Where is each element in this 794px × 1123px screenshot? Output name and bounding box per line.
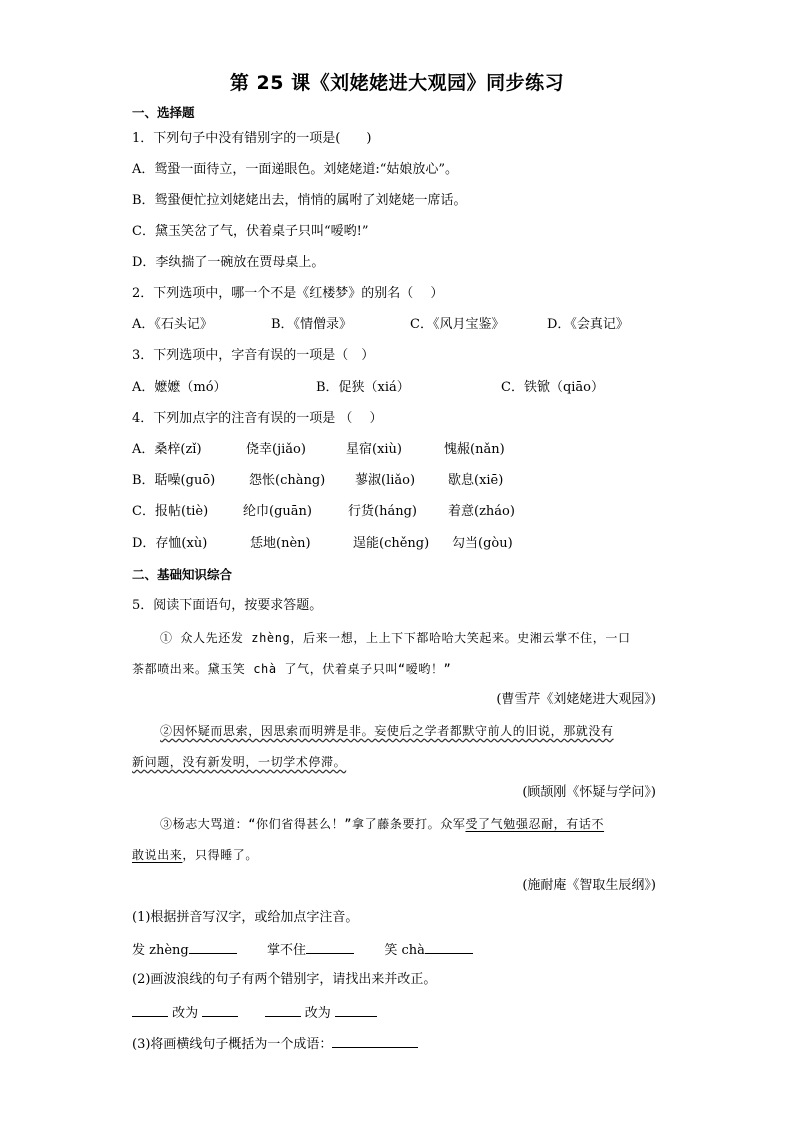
underlined-sentence-part-1: 受了气勉强忍耐，有话不 — [465, 817, 605, 831]
question-4-stem: 4．下列加点字的注音有误的一项是 （ ） — [132, 411, 383, 426]
passage-3-line-1 — [160, 815, 604, 833]
sub-question-3 — [132, 1034, 418, 1054]
sub-question-3-text: (3)将画横线句子概括为一个成语： — [132, 1037, 333, 1052]
passage-1-line-1: ① 众人先还发 zhèng，后来一想，上上下下都哈哈大笑起来。史湘云掌不住，一口 — [160, 631, 631, 645]
question-3-option-b: B．促狭（xiá） — [316, 380, 410, 395]
answer-blank-right-1[interactable] — [202, 1003, 238, 1017]
question-4-c-2: 纶巾(guān) — [243, 504, 312, 519]
answer-blank-zheng[interactable] — [189, 940, 237, 954]
question-1-option-a: A．鸳蛩一面待立，一面递眼色。刘姥姥道:“姑娘放心”。 — [132, 162, 459, 177]
blank-label-zhangbuzhu: 掌不住 — [267, 943, 307, 958]
passage-3-line-1-plain: ③杨志大骂道：“你们省得甚么！”拿了藤条要打。众军 — [160, 817, 466, 831]
answer-blank-zhang[interactable] — [306, 940, 354, 954]
question-4-d-4: 勾当(gòu) — [452, 536, 513, 551]
answer-blank-wrong-1[interactable] — [132, 1003, 168, 1017]
wavy-underlined-sentence-part-1: ②因怀疑而思索，因思索而明辨是非。妄使后之学者都默守前人的旧说，那就没有 — [160, 724, 614, 738]
question-4-d-1: D．存恤(xù) — [132, 536, 208, 551]
question-4-a-2: 侥幸(jiǎo) — [246, 442, 306, 457]
question-4-c-4: 着意(zháo) — [448, 504, 515, 519]
page-title: 第 25 课《刘姥姥进大观园》同步练习 — [229, 72, 565, 94]
question-2-stem: 2．下列选项中，哪一个不是《红楼梦》的别名（ ） — [132, 286, 444, 301]
question-2-option-b: B．《情僧录》 — [271, 317, 353, 332]
question-5-stem: 5．阅读下面语句，按要求答题。 — [132, 598, 323, 613]
question-4-c-3: 行货(háng) — [348, 504, 417, 519]
question-1-option-b: B．鸳蛩便忙拉刘姥姥出去，悄悄的属咐了刘姥姥一席话。 — [132, 193, 467, 208]
question-2-option-c: C．《风月宝鉴》 — [410, 317, 505, 332]
question-4-a-3: 星宿(xiù) — [346, 442, 403, 457]
passage-1-source: (曹雪芹《刘姥姥进大观园》) — [496, 692, 656, 707]
answer-blank-idiom[interactable] — [332, 1034, 418, 1048]
answer-blank-wrong-2[interactable] — [265, 1003, 301, 1017]
underlined-sentence-part-2: 敢说出来 — [132, 848, 183, 862]
sub-question-2: (2)画波浪线的句子有两个错别字，请找出来并改正。 — [132, 972, 437, 987]
question-1-option-c: C．黛玉笑岔了气，伏着桌子只叫“嗳哟!” — [132, 224, 369, 239]
question-1-stem: 1．下列句子中没有错别字的一项是( ) — [132, 131, 372, 146]
question-4-b-4: 歇息(xiē) — [448, 473, 504, 488]
section-choice-heading: 一、选择题 — [132, 105, 195, 120]
question-4-d-3: 逞能(chěng) — [353, 536, 430, 551]
passage-2-source: (顾颉刚《怀疑与学问》) — [522, 785, 656, 800]
question-1-option-d: D．李纨揣了一碗放在贾母桌上。 — [132, 255, 325, 270]
question-4-b-2: 怨怅(chàng) — [249, 473, 326, 488]
passage-3-line-2 — [132, 846, 258, 864]
passage-2-line-1 — [160, 722, 614, 740]
passage-1-line-2: 茶都喷出来。黛玉笑 chà 了气，伏着桌子只叫“嗳哟！” — [132, 662, 452, 676]
passage-3-source: (施耐庵《智取生辰纲》) — [522, 878, 656, 893]
question-4-d-2: 恁地(nèn) — [250, 536, 311, 551]
question-2-option-a: A．《石头记》 — [132, 317, 213, 332]
change-label-2: 改为 — [304, 1006, 331, 1021]
question-3-stem: 3．下列选项中，字音有误的一项是（ ） — [132, 348, 375, 363]
blank-label-cha: 笑 chà — [384, 943, 425, 958]
passage-2-line-2 — [132, 753, 346, 771]
question-2-option-d: D．《会真记》 — [547, 317, 629, 332]
question-4-b-1: B．聒噪(guō) — [132, 473, 216, 488]
question-4-a-1: A．桑梓(zǐ) — [132, 442, 202, 457]
question-4-c-1: C．报帖(tiè) — [132, 504, 209, 519]
answer-blank-right-2[interactable] — [335, 1003, 377, 1017]
passage-3-line-2-plain: ，只得睡了。 — [182, 848, 259, 862]
answer-blank-cha[interactable] — [425, 940, 473, 954]
sub-question-1: (1)根据拼音写汉字，或给加点字注音。 — [132, 910, 359, 925]
blank-label-zheng: 发 zhèng — [132, 943, 189, 958]
sub-question-1-blanks — [132, 940, 473, 960]
section-basic-knowledge-heading: 二、基础知识综合 — [132, 567, 233, 582]
question-3-option-c: C．铁锨（qiāo） — [501, 380, 605, 395]
question-3-option-a: A．嬷嬷（mó） — [132, 380, 227, 395]
wavy-underlined-sentence-part-2: 新问题，没有新发明，一切学术停滞。 — [132, 755, 347, 769]
change-label-1: 改为 — [172, 1006, 199, 1021]
question-4-a-4: 愧赧(nǎn) — [444, 442, 505, 457]
question-4-b-3: 蓼淑(liǎo) — [355, 473, 416, 488]
sub-question-2-blanks — [132, 1003, 377, 1023]
